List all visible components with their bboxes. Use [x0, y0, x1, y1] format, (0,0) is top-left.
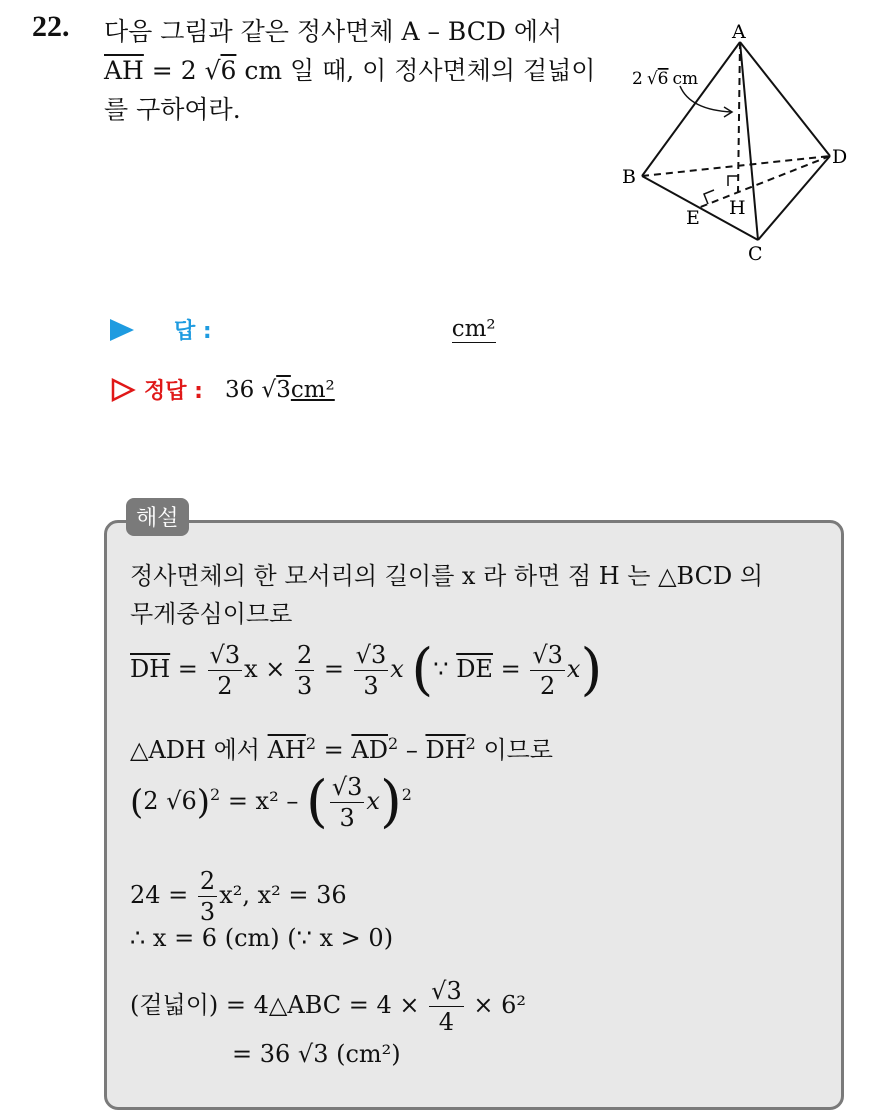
edge-bd-hidden — [642, 156, 830, 176]
pre: 24 = — [130, 881, 196, 909]
because: ∵ — [433, 655, 457, 683]
post: × 6² — [465, 991, 526, 1019]
var-x: x — [390, 655, 404, 683]
question-text — [104, 12, 614, 129]
question-line-2-rest: cm 일 때, 이 정사면체의 겉넓이 — [236, 56, 596, 85]
play-icon — [110, 319, 134, 341]
num: √3 — [532, 641, 563, 669]
frac-3 — [354, 640, 389, 701]
solution-tag: 해설 — [126, 498, 189, 536]
length-radicand: 6 — [657, 69, 669, 89]
edge-ab — [642, 42, 740, 176]
den: 3 — [363, 672, 379, 700]
eq2: = — [316, 655, 352, 683]
frac — [330, 772, 365, 833]
label-h: H — [729, 197, 746, 219]
right-angle-mark — [728, 176, 738, 186]
segment-ad: $\overline{AD}$ — [351, 736, 388, 764]
segment-de: $\overline{DE}$ — [456, 655, 493, 683]
num: 2 — [297, 641, 313, 669]
frac — [198, 866, 217, 927]
correct-radicand: 3 — [276, 376, 291, 403]
num: √3 — [431, 977, 462, 1005]
num: 2 — [199, 867, 216, 895]
paren-open: ( — [411, 637, 434, 703]
segment-dh: $\overline{DH}$ — [130, 655, 171, 683]
den: 3 — [297, 672, 313, 700]
den: 3 — [339, 804, 355, 832]
solution-line-2: 무게중심이므로 — [130, 600, 293, 628]
solution-line-3 — [130, 637, 603, 703]
correct-label: 정답 : — [144, 379, 203, 404]
correct-value — [225, 377, 335, 403]
length-unit: cm — [672, 69, 699, 89]
sq: 2 — [401, 785, 412, 804]
paren-open: ( — [130, 782, 144, 823]
solution-line-5 — [130, 769, 412, 835]
m2: – — [398, 736, 426, 764]
den: 2 — [539, 672, 556, 700]
label-c: C — [748, 243, 763, 265]
num: √3 — [331, 773, 363, 801]
answer-row — [110, 314, 496, 345]
solution-line-1: 정사면체의 한 모서리의 길이를 x 라 하면 점 H 는 △BCD 의 — [130, 562, 764, 590]
num: √3 — [355, 641, 387, 669]
question-number: 22. — [32, 10, 70, 43]
question-line-1: 다음 그림과 같은 정사면체 A – BCD 에서 — [104, 17, 563, 46]
var-x: x — [566, 655, 581, 683]
label-e: E — [686, 207, 700, 229]
solution-line-6 — [130, 866, 347, 927]
m1: = — [316, 736, 352, 764]
label-d: D — [832, 146, 848, 168]
sq: 2 — [210, 785, 221, 804]
length-coef: 2 — [632, 69, 643, 89]
eq3: = — [492, 655, 529, 683]
label-b: B — [622, 166, 636, 188]
correct-unit: cm² — [290, 376, 335, 403]
num: √3 — [209, 641, 241, 669]
edge-ad — [740, 42, 830, 156]
paren-close: ) — [379, 769, 402, 835]
den: 2 — [217, 672, 233, 700]
post: x², x² = 36 — [219, 881, 347, 909]
answer-label: 답 : — [174, 319, 212, 344]
answer-blank-unit[interactable]: cm² — [451, 316, 496, 342]
radicand: 6 — [220, 56, 237, 85]
solution-line-4 — [130, 730, 553, 765]
paren-close: ) — [196, 782, 210, 823]
question-line-2 — [104, 51, 614, 90]
tetrahedron-diagram — [620, 20, 860, 270]
frac-2 — [295, 640, 314, 701]
frac — [429, 976, 464, 1037]
mid: = x² – — [220, 787, 306, 815]
question-line-3: 를 구하여라. — [104, 95, 241, 124]
frac-1 — [208, 640, 243, 701]
correct-coef: 36 — [224, 376, 262, 403]
correct-sqrt: √3 — [261, 376, 291, 403]
segment-ah: $\overline{AH}$ — [267, 736, 306, 764]
outline-play-icon — [110, 377, 136, 403]
sq: 2 — [465, 734, 476, 753]
inner: 2 √6 — [143, 787, 197, 815]
var-x: x — [366, 787, 380, 815]
paren-close: ) — [580, 637, 603, 703]
mid: x × — [244, 655, 294, 683]
den: 4 — [438, 1008, 455, 1036]
correct-answer-row — [110, 374, 335, 405]
segment-dh: $\overline{DH}$ — [425, 736, 466, 764]
paren-open: ( — [305, 769, 328, 835]
equals: = 2 — [143, 56, 205, 85]
pre: △ADH 에서 — [130, 736, 268, 764]
length-label: 2 √6 cm — [632, 69, 699, 89]
eq: = — [170, 655, 206, 683]
sq: 2 — [388, 734, 399, 753]
sqrt-6: √6 — [204, 56, 237, 85]
pre: (겉넓이) = 4△ABC = 4 × — [130, 991, 428, 1019]
height-ah-hidden — [738, 42, 740, 192]
post: 이므로 — [475, 736, 553, 764]
solution-line-9: = 36 √3 (cm²) — [232, 1040, 401, 1068]
solution-line-7: ∴ x = 6 (cm) (∵ x > 0) — [130, 924, 394, 952]
edge-cd — [758, 156, 830, 240]
solution-line-8 — [130, 976, 526, 1037]
label-a: A — [732, 21, 746, 43]
sq: 2 — [305, 734, 317, 753]
den: 3 — [199, 898, 216, 926]
frac-4 — [530, 640, 565, 701]
segment-ah: $\overline{AH}$ — [104, 56, 144, 85]
